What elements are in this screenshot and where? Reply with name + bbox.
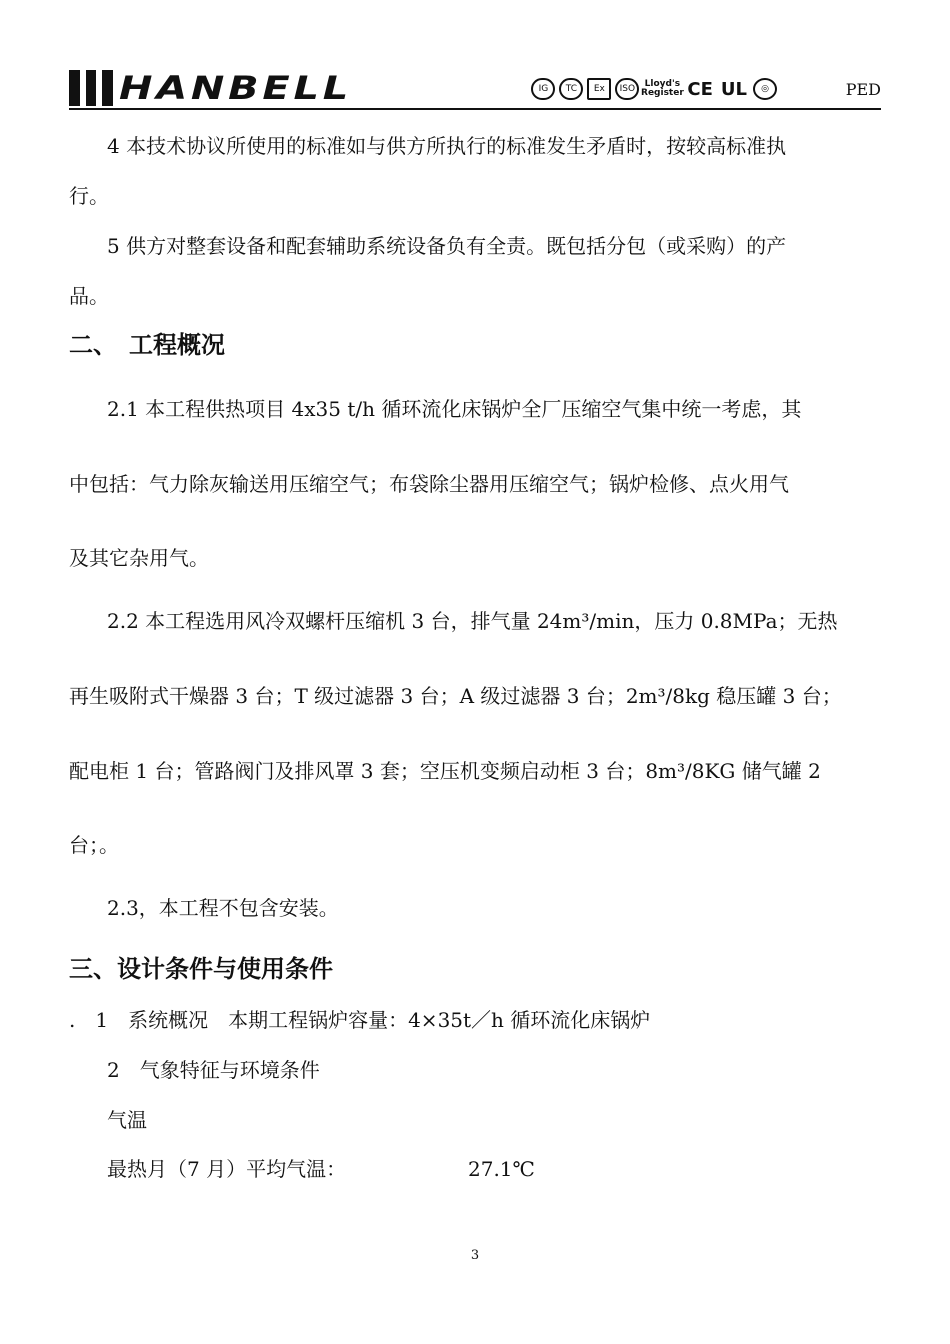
section-3-heading: 三、设计条件与使用条件 [69,955,333,983]
paragraph-4-line-2: 行。 [69,184,109,208]
paragraph-2-2-line-3: 配电柜 1 台；管路阀门及排风罩 3 套；空压机变频启动柜 3 台；8m³/8KG 储气罐 2 [69,759,821,783]
certification-logos [531,78,777,100]
hottest-month-label: 最热月（7 月）平均气温： [107,1157,347,1181]
cert-tc-icon: TC [559,78,583,100]
cert-lloyds-icon: Lloyd's Register [641,79,684,98]
temperature-label: 气温 [107,1108,147,1132]
page-header [69,66,881,108]
paragraph-2-1-line-3: 及其它杂用气。 [69,546,209,570]
paragraph-5-line-1: 5 供方对整套设备和配套辅助系统设备负有全责。既包括分包（或采购）的产 [107,234,787,258]
paragraph-2-3: 2.3，本工程不包含安装。 [107,896,339,920]
cert-ig-icon: IG [531,78,555,100]
cert-ul-icon: UL [720,78,747,100]
cert-ce-icon: CE [687,78,713,100]
hanbell-logo-icon [69,70,113,106]
paragraph-2-1-line-1: 2.1 本工程供热项目 4x35 t/h 循环流化床锅炉全厂压缩空气集中统一考虑，其 [107,397,802,421]
cert-ex-icon: Ex [587,78,611,100]
paragraph-2-2-line-4: 台；。 [69,833,119,857]
hottest-month-value: 27.1℃ [468,1157,535,1181]
header-divider [69,108,881,110]
cert-iso-icon: ISO [615,78,639,100]
section-2-heading: 二、 工程概况 [69,331,225,359]
paragraph-2-1-line-2: 中包括：气力除灰输送用压缩空气；布袋除尘器用压缩空气；锅炉检修、点火用气 [69,472,789,496]
page-number: 3 [470,1248,480,1263]
brand-logo-text: HANBELL [119,69,352,107]
cert-seal-icon: ◎ [753,78,777,100]
paragraph-4-line-1: 4 本技术协议所使用的标准如与供方所执行的标准发生矛盾时，按较高标准执 [107,134,787,158]
paragraph-2-2-line-1: 2.2 本工程选用风冷双螺杆压缩机 3 台，排气量 24m³/min，压力 0.8MPa；无热 [107,609,838,633]
subsection-2: 2 气象特征与环境条件 [107,1058,320,1082]
paragraph-2-2-line-2: 再生吸附式干燥器 3 台；T 级过滤器 3 台；A 级过滤器 3 台；2m³/8kg 稳压罐 3 台； [69,684,842,708]
cert-ped-label: PED [845,80,881,99]
subsection-1: . 1 系统概况 本期工程锅炉容量：4×35t／h 循环流化床锅炉 [69,1008,651,1032]
paragraph-5-line-2: 品。 [69,284,109,308]
